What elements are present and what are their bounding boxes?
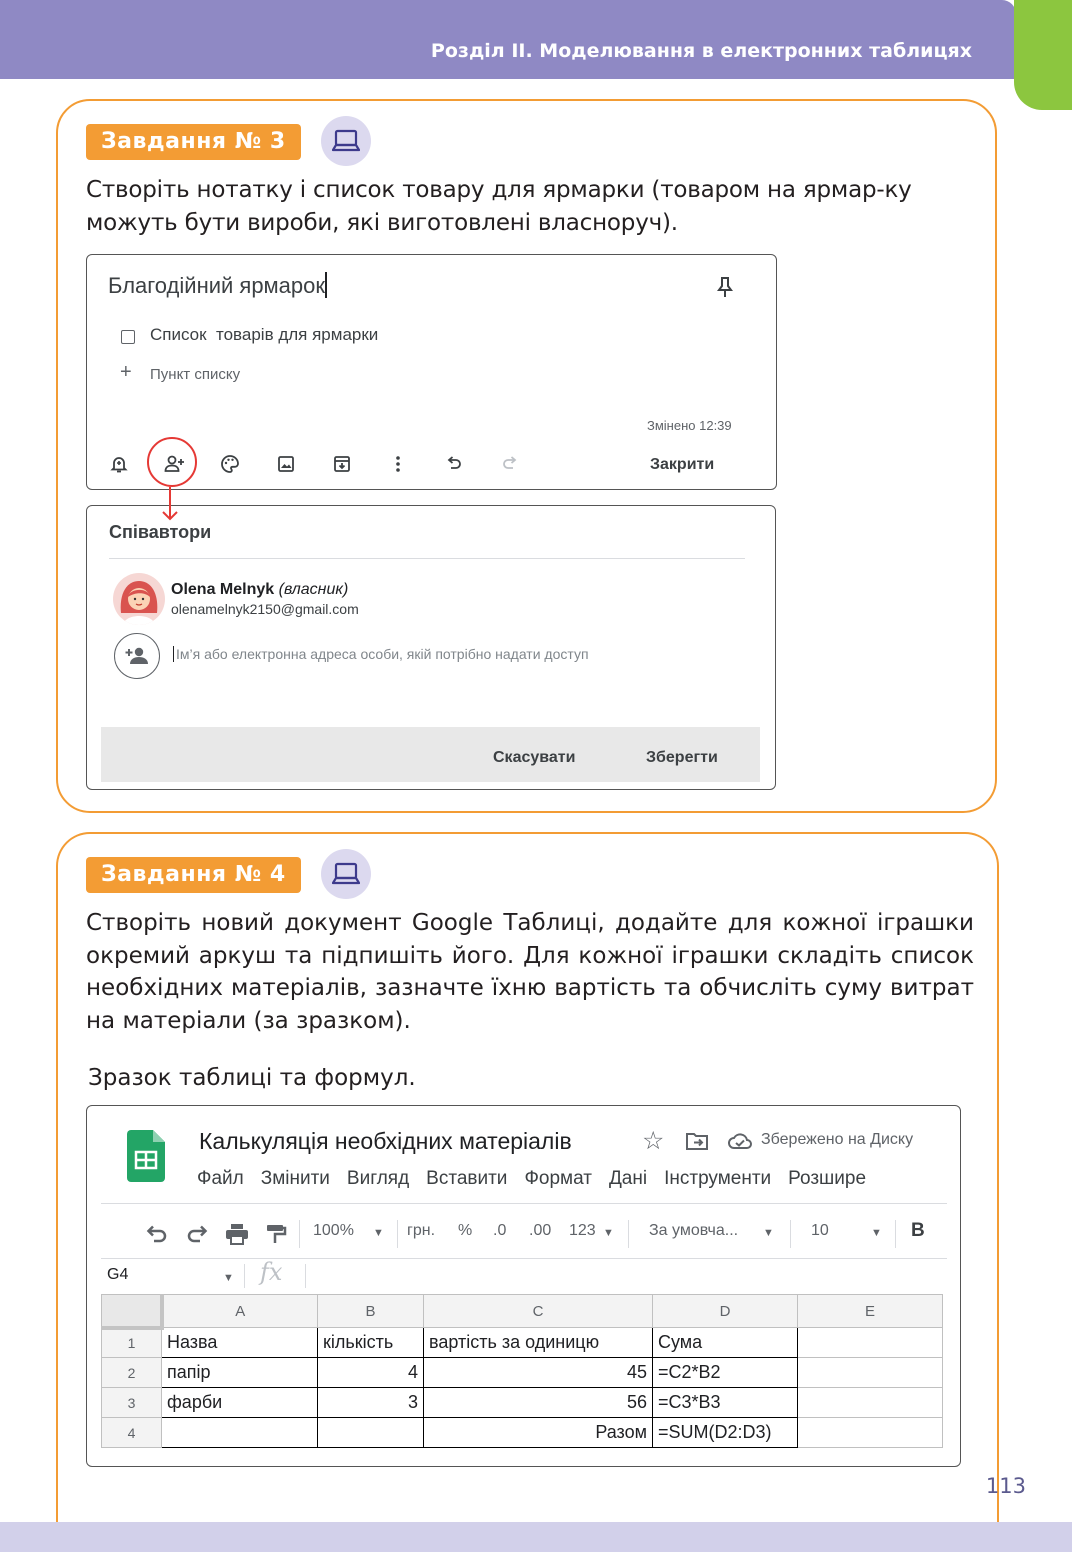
avatar: [113, 573, 165, 625]
cancel-button[interactable]: Скасувати: [493, 749, 576, 766]
redo-icon: [500, 454, 520, 474]
note-title[interactable]: Благодійний ярмарок: [108, 273, 326, 298]
chevron-down-icon[interactable]: ▼: [373, 1227, 384, 1239]
divider: [305, 1264, 306, 1288]
menu-format[interactable]: Формат: [524, 1168, 592, 1189]
cell[interactable]: [798, 1388, 943, 1418]
highlight-circle: [147, 437, 197, 487]
more-vert-icon[interactable]: [388, 454, 408, 474]
cell[interactable]: 3: [318, 1388, 424, 1418]
menu-bar: [197, 1168, 945, 1190]
chevron-down-icon[interactable]: ▼: [871, 1227, 882, 1239]
cell[interactable]: [162, 1418, 318, 1448]
divider: [101, 1258, 947, 1259]
archive-icon[interactable]: [332, 454, 352, 474]
row-header[interactable]: 4: [102, 1418, 162, 1448]
chevron-down-icon[interactable]: ▼: [223, 1272, 234, 1284]
currency-format[interactable]: грн.: [407, 1222, 436, 1239]
redo-icon[interactable]: [185, 1225, 209, 1243]
collaborators-title: Співавтори: [109, 522, 212, 542]
column-header[interactable]: A: [162, 1295, 318, 1328]
laptop-icon: [321, 116, 371, 166]
palette-icon[interactable]: [220, 454, 240, 474]
cell[interactable]: =C2*B2: [653, 1358, 798, 1388]
arrow-down-icon: [160, 487, 180, 523]
chapter-title: Розділ ІІ. Моделювання в електронних таблицях: [430, 40, 972, 62]
undo-icon[interactable]: [444, 454, 464, 474]
save-button[interactable]: Зберегти: [646, 749, 718, 766]
page-number: 113: [985, 1474, 1026, 1498]
plus-icon[interactable]: +: [120, 361, 132, 383]
toolbar-separator: [397, 1220, 398, 1248]
menu-data[interactable]: Дані: [608, 1168, 648, 1189]
sample-caption: Зразок таблиці та формул.: [88, 1065, 416, 1091]
cell[interactable]: папір: [162, 1358, 318, 1388]
cloud-done-icon: [727, 1132, 753, 1150]
task-3-box: [56, 99, 997, 813]
table-row: [102, 1418, 943, 1448]
zoom-select[interactable]: 100%: [313, 1222, 354, 1239]
menu-insert[interactable]: Вставити: [426, 1168, 508, 1189]
paint-format-icon[interactable]: [265, 1223, 287, 1245]
close-button[interactable]: Закрити: [650, 456, 715, 473]
cell[interactable]: Разом: [424, 1418, 653, 1448]
increase-decimal[interactable]: .00: [529, 1222, 552, 1239]
sheets-logo-icon: [127, 1130, 165, 1182]
toolbar-separator: [628, 1220, 629, 1248]
dialog-footer: [101, 727, 760, 782]
cell[interactable]: 45: [424, 1358, 653, 1388]
divider: [109, 558, 745, 559]
menu-file[interactable]: Файл: [197, 1168, 244, 1189]
menu-tools[interactable]: Інструменти: [664, 1168, 772, 1189]
task-3-text: Створіть нотатку і список товару для ярмарки (товаром на ярмар-ку можуть бути вироби, які виготовлені власноруч).: [86, 177, 912, 236]
select-all-corner[interactable]: [102, 1295, 162, 1328]
fx-icon: fx: [260, 1258, 283, 1286]
bold-button[interactable]: B: [911, 1220, 925, 1241]
toolbar-separator: [790, 1220, 791, 1248]
document-title[interactable]: Калькуляція необхідних матеріалів: [199, 1128, 572, 1154]
table-row: [102, 1328, 943, 1358]
column-header[interactable]: D: [653, 1295, 798, 1328]
row-header[interactable]: 1: [102, 1328, 162, 1358]
cell[interactable]: Сума: [653, 1328, 798, 1358]
sheets-toolbar: [101, 1210, 947, 1258]
add-list-item[interactable]: Пункт списку: [150, 366, 241, 383]
font-select[interactable]: За умовча...: [649, 1222, 739, 1239]
cell[interactable]: =SUM(D2:D3): [653, 1418, 798, 1448]
cell[interactable]: кількість: [318, 1328, 424, 1358]
task-4-box: [56, 832, 999, 1532]
cell[interactable]: Назва: [162, 1328, 318, 1358]
bell-plus-icon[interactable]: [109, 454, 129, 474]
divider: [244, 1264, 245, 1288]
laptop-icon: [321, 849, 371, 899]
chapter-header-bar: [0, 0, 1016, 79]
chevron-down-icon[interactable]: ▼: [603, 1227, 614, 1239]
task-4-text: Створіть новий документ Google Таблиці, додайте для кожної іграшки окремий аркуш та підпишіть його. Для кожної іграшки складіть список необхідних матеріалів, зазначте їхню вартість та обчисліть суму витрат на матеріали (за зразком).: [86, 910, 974, 1034]
table-row: [102, 1358, 943, 1388]
spreadsheet-grid: [101, 1294, 943, 1448]
font-size-select[interactable]: 10: [811, 1222, 829, 1239]
add-person-icon: [114, 633, 160, 679]
owner-name: Olena Melnyk: [171, 581, 275, 598]
cell[interactable]: 4: [318, 1358, 424, 1388]
name-box[interactable]: G4: [107, 1266, 129, 1283]
move-folder-icon[interactable]: [685, 1131, 709, 1151]
cell[interactable]: 56: [424, 1388, 653, 1418]
percent-format[interactable]: %: [458, 1222, 473, 1239]
image-icon[interactable]: [276, 454, 296, 474]
menu-edit[interactable]: Змінити: [260, 1168, 330, 1189]
list-item-checkbox[interactable]: [121, 330, 135, 344]
cell[interactable]: =C3*B3: [653, 1388, 798, 1418]
saved-status: Збережено на Диску: [761, 1131, 914, 1148]
toolbar-separator: [299, 1220, 300, 1248]
chapter-tab: [1014, 0, 1072, 110]
cell[interactable]: фарби: [162, 1388, 318, 1418]
collaborators-dialog: [86, 505, 776, 790]
cell[interactable]: [318, 1418, 424, 1448]
column-header[interactable]: E: [798, 1295, 943, 1328]
cell[interactable]: [798, 1358, 943, 1388]
sheets-window: [86, 1105, 961, 1467]
undo-icon[interactable]: [145, 1225, 169, 1243]
footer-bar: [0, 1522, 1072, 1552]
row-header[interactable]: 2: [102, 1358, 162, 1388]
toolbar-separator: [895, 1220, 896, 1248]
cell[interactable]: вартість за одиницю: [424, 1328, 653, 1358]
pin-icon[interactable]: [715, 275, 735, 299]
task-4-badge: Завдання № 4: [86, 857, 301, 893]
cell[interactable]: [798, 1418, 943, 1448]
owner-email: olenamelnyk2150@gmail.com: [171, 601, 359, 617]
print-icon[interactable]: [225, 1223, 249, 1245]
owner-role: (власник): [278, 581, 349, 598]
modified-time: Змінено 12:39: [647, 418, 732, 433]
cell[interactable]: [798, 1328, 943, 1358]
chevron-down-icon[interactable]: ▼: [763, 1227, 774, 1239]
star-icon[interactable]: ☆: [642, 1127, 665, 1155]
task-3-badge: Завдання № 3: [86, 124, 301, 160]
share-email-input[interactable]: Ім’я або електронна адреса особи, якій потрібно надати доступ: [173, 646, 589, 662]
column-header[interactable]: B: [318, 1295, 424, 1328]
column-header[interactable]: C: [424, 1295, 653, 1328]
menu-view[interactable]: Вигляд: [346, 1168, 410, 1189]
owner-name-line: [171, 581, 348, 599]
table-row: [102, 1388, 943, 1418]
divider: [101, 1203, 947, 1204]
decrease-decimal[interactable]: .0: [493, 1222, 507, 1239]
row-header[interactable]: 3: [102, 1388, 162, 1418]
number-format[interactable]: 123: [569, 1222, 596, 1239]
menu-extensions[interactable]: Розшире: [788, 1168, 867, 1189]
list-item-label[interactable]: Список товарів для ярмарки: [150, 325, 379, 344]
